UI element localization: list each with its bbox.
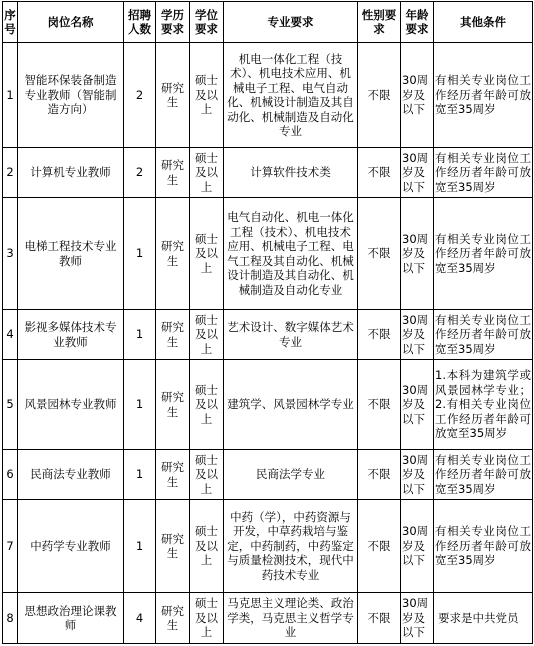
- cell-education: 研究生: [156, 360, 190, 450]
- header-gender: 性别要求: [358, 2, 401, 43]
- cell-age: 30周岁及以下: [401, 450, 434, 500]
- cell-education: 研究生: [156, 148, 190, 198]
- cell-index: 8: [3, 593, 18, 644]
- header-age: 年龄要求: [401, 2, 434, 43]
- cell-degree: 硕士及以上: [190, 148, 224, 198]
- cell-position: 风景园林专业教师: [18, 360, 124, 450]
- cell-index: 7: [3, 500, 18, 593]
- cell-position: 中药学专业教师: [18, 500, 124, 593]
- table-row: [3, 148, 533, 198]
- cell-degree: 硕士及以上: [190, 43, 224, 148]
- cell-position: 计算机专业教师: [18, 148, 124, 198]
- cell-other: 有相关专业岗位工作经历者年龄可放宽至35周岁: [434, 450, 533, 500]
- cell-education: 研究生: [156, 43, 190, 148]
- cell-major: 电气自动化、机电一体化工程（技术）、机电技术应用、机械电子工程、电气工程及其自动化、机械设计制造及其自动化、机械制造及自动化专业: [224, 198, 358, 310]
- cell-major: 机电一体化工程（技术）、机电技术应用、机械电子工程、电气自动化、机械设计制造及其自动化、机械制造及自动化专业: [224, 43, 358, 148]
- header-position: 岗位名称: [18, 2, 124, 43]
- cell-index: 4: [3, 310, 18, 360]
- cell-other: 有相关专业岗位工作经历者年龄可放宽至35周岁: [434, 310, 533, 360]
- table-row: [3, 450, 533, 500]
- cell-major: 民商法学专业: [224, 450, 358, 500]
- cell-position: 民商法专业教师: [18, 450, 124, 500]
- cell-gender: 不限: [358, 360, 401, 450]
- cell-degree: 硕士及以上: [190, 310, 224, 360]
- table-row: [3, 593, 533, 644]
- cell-position: 思想政治理论课教师: [18, 593, 124, 644]
- cell-age: 30周岁及以下: [401, 310, 434, 360]
- cell-education: 研究生: [156, 198, 190, 310]
- cell-degree: 硕士及以上: [190, 593, 224, 644]
- cell-education: 研究生: [156, 450, 190, 500]
- cell-education: 研究生: [156, 310, 190, 360]
- header-other: 其他条件: [434, 2, 533, 43]
- cell-gender: 不限: [358, 43, 401, 148]
- recruitment-table: [2, 1, 533, 644]
- cell-age: 30周岁及以下: [401, 500, 434, 593]
- cell-index: 5: [3, 360, 18, 450]
- cell-count: 1: [124, 198, 156, 310]
- cell-count: 1: [124, 360, 156, 450]
- header-index: 序号: [3, 2, 18, 43]
- cell-gender: 不限: [358, 198, 401, 310]
- cell-age: 30周岁及以下: [401, 360, 434, 450]
- cell-degree: 硕士及以上: [190, 360, 224, 450]
- cell-position: 智能环保装备制造专业教师（智能制造方向）: [18, 43, 124, 148]
- cell-major: 艺术设计、数字媒体艺术专业: [224, 310, 358, 360]
- cell-count: 2: [124, 43, 156, 148]
- table-row: [3, 198, 533, 310]
- cell-education: 研究生: [156, 500, 190, 593]
- header-count: 招聘人数: [124, 2, 156, 43]
- table-row: [3, 43, 533, 148]
- cell-other: 要求是中共党员: [434, 593, 533, 644]
- cell-major: 计算软件技术类: [224, 148, 358, 198]
- cell-gender: 不限: [358, 310, 401, 360]
- cell-gender: 不限: [358, 148, 401, 198]
- cell-degree: 硕士及以上: [190, 500, 224, 593]
- cell-count: 2: [124, 148, 156, 198]
- cell-other: 1.本科为建筑学或风景园林学专业；2.有相关专业岗位工作经历者年龄可放宽至35周岁: [434, 360, 533, 450]
- header-education: 学历要求: [156, 2, 190, 43]
- header-major: 专业要求: [224, 2, 358, 43]
- cell-major: 建筑学、风景园林学专业: [224, 360, 358, 450]
- cell-other: 有相关专业岗位工作经历者年龄可放宽至35周岁: [434, 43, 533, 148]
- cell-count: 1: [124, 450, 156, 500]
- cell-count: 4: [124, 593, 156, 644]
- cell-major: 马克思主义理论类、政治学类，马克思主义哲学专业: [224, 593, 358, 644]
- cell-age: 30周岁及以下: [401, 148, 434, 198]
- cell-count: 1: [124, 500, 156, 593]
- header-row: [3, 2, 533, 43]
- cell-age: 30周岁及以下: [401, 43, 434, 148]
- cell-degree: 硕士及以上: [190, 198, 224, 310]
- cell-index: 1: [3, 43, 18, 148]
- cell-education: 研究生: [156, 593, 190, 644]
- cell-major: 中药（学），中药资源与开发，中草药栽培与鉴定，中药制药，中药鉴定与质量检测技术，现代中药技术专业: [224, 500, 358, 593]
- header-degree: 学位要求: [190, 2, 224, 43]
- cell-gender: 不限: [358, 450, 401, 500]
- cell-gender: 不限: [358, 593, 401, 644]
- table-row: [3, 310, 533, 360]
- cell-age: 30周岁及以下: [401, 593, 434, 644]
- cell-gender: 不限: [358, 500, 401, 593]
- cell-index: 3: [3, 198, 18, 310]
- cell-other: 有相关专业岗位工作经历者年龄可放宽至35周岁: [434, 148, 533, 198]
- cell-other: 有相关专业岗位工作经历者年龄可放宽至35周岁: [434, 198, 533, 310]
- cell-other: 有相关专业岗位工作经历者年龄可放宽至35周岁: [434, 500, 533, 593]
- cell-degree: 硕士及以上: [190, 450, 224, 500]
- cell-index: 6: [3, 450, 18, 500]
- table-row: [3, 500, 533, 593]
- cell-index: 2: [3, 148, 18, 198]
- cell-position: 影视多媒体技术专业教师: [18, 310, 124, 360]
- table-row: [3, 360, 533, 450]
- cell-age: 30周岁及以下: [401, 198, 434, 310]
- cell-count: 1: [124, 310, 156, 360]
- cell-position: 电梯工程技术专业教师: [18, 198, 124, 310]
